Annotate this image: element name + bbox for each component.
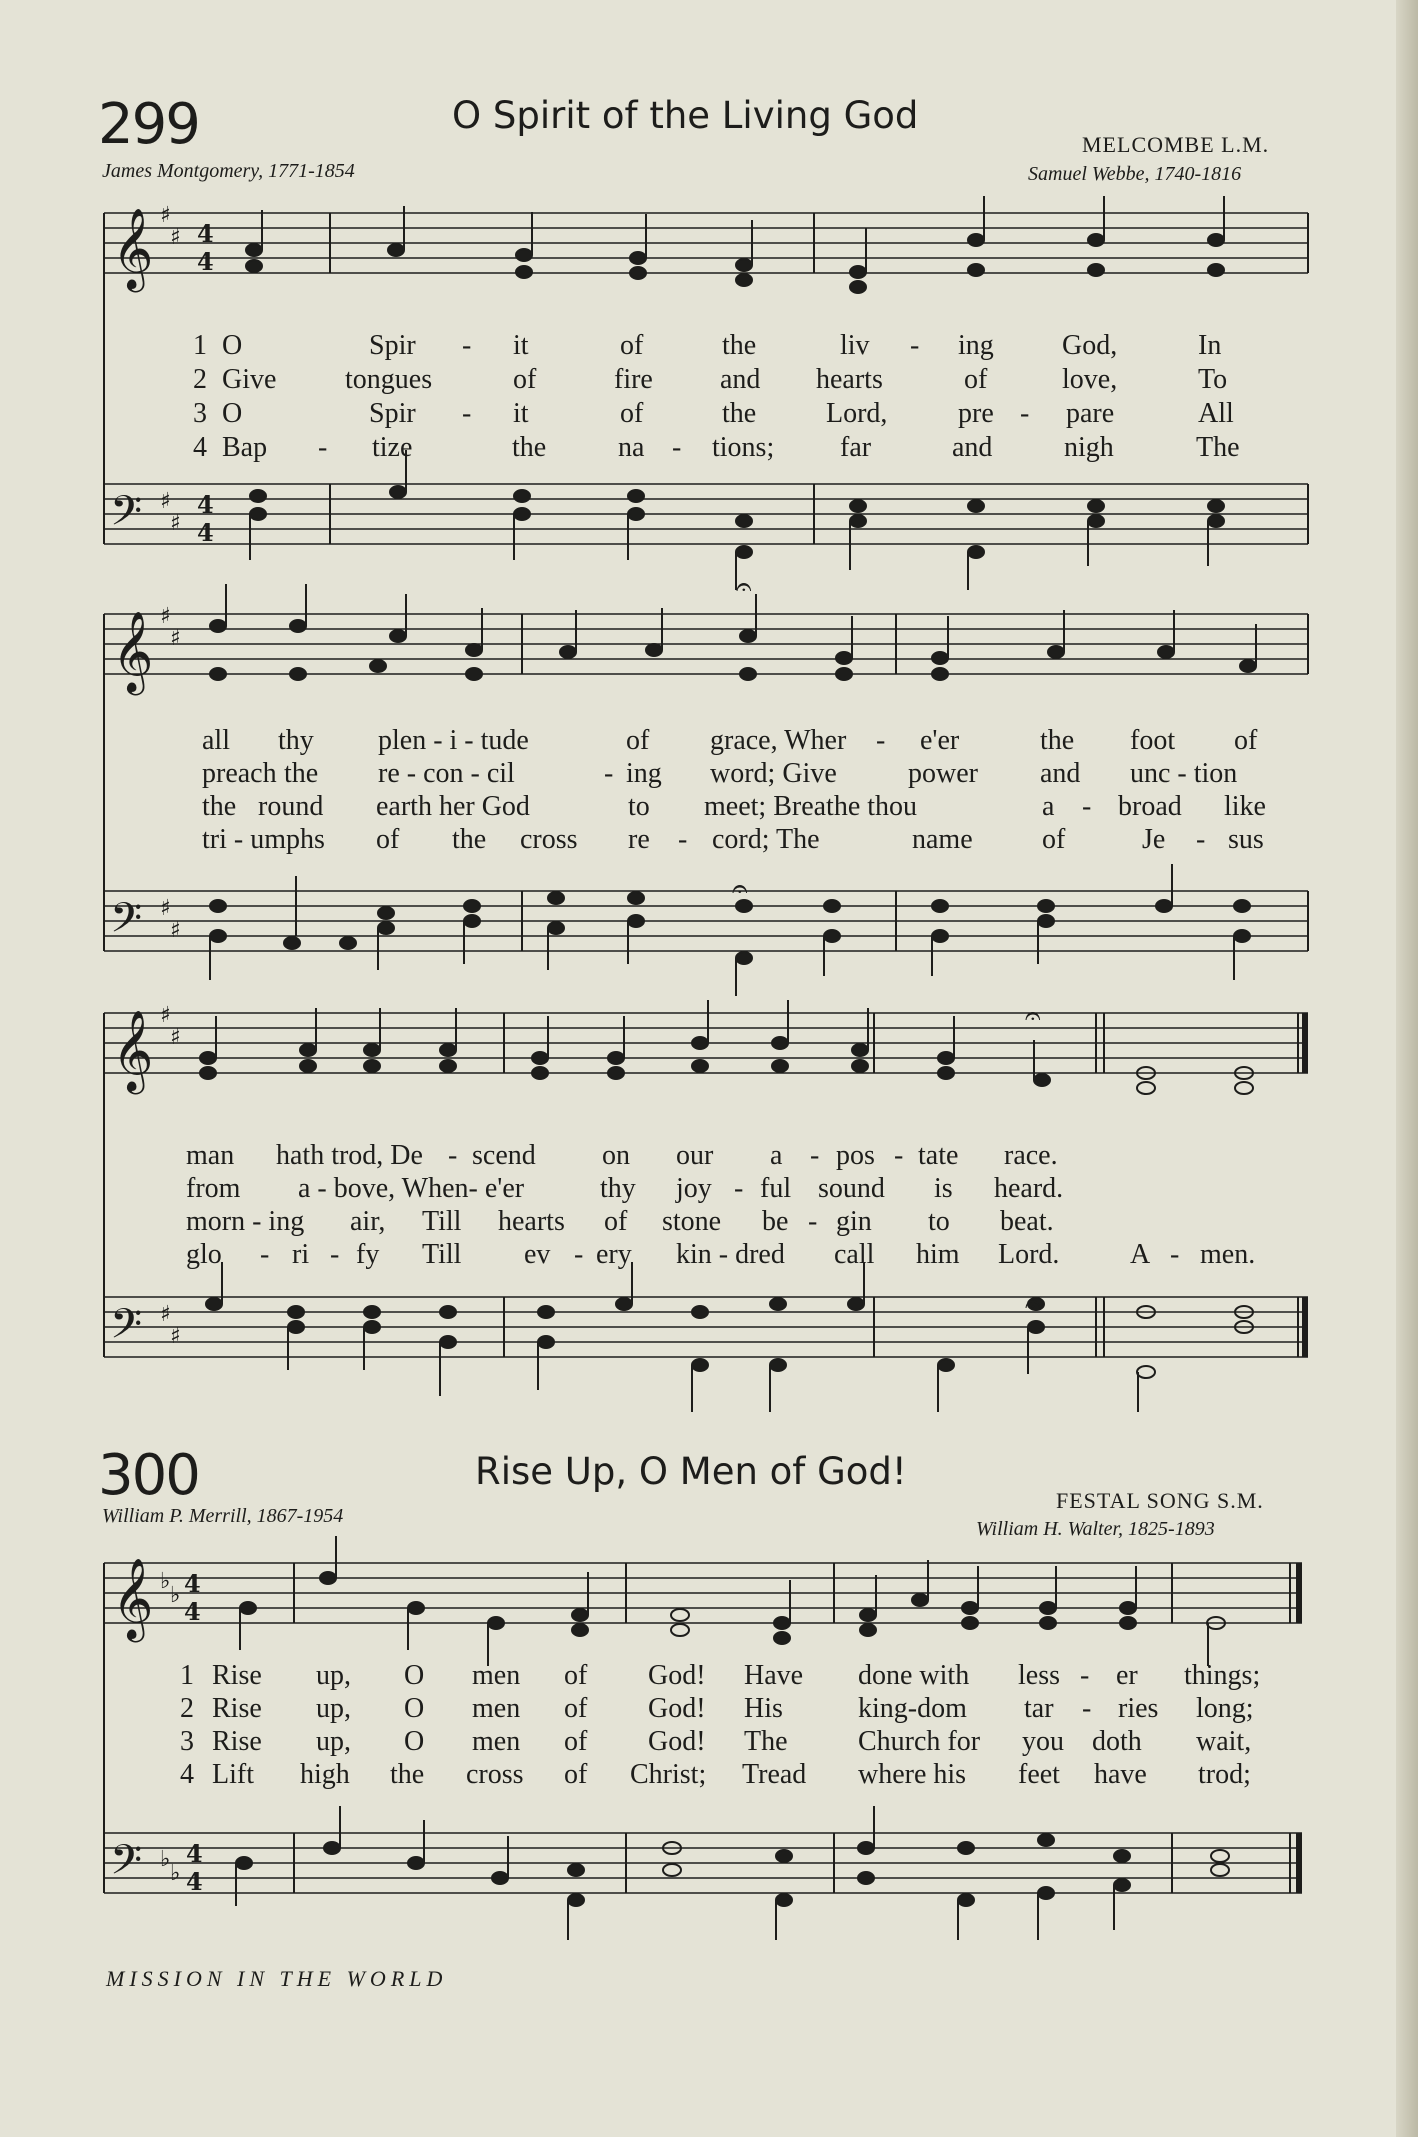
lyric: of [604,1206,628,1237]
lyric: fy [356,1239,380,1270]
lyric: e'er [920,725,960,756]
lyric: - [462,398,472,429]
flat-icon: ♭ [160,1847,171,1872]
treble-clef-icon: 𝄞 [112,1009,154,1091]
lyric: doth [1092,1726,1142,1757]
lyric: nigh [1064,432,1114,463]
sharp-icon: ♯ [160,489,171,514]
lyric: and [952,432,993,463]
sharp-icon: ♯ [170,918,181,943]
lyric: of [1234,725,1258,756]
time-signature: 4 [197,518,214,547]
lyric: unc - tion [1130,758,1238,789]
lyric: of [964,364,988,395]
lyric: air, [350,1206,386,1237]
sharp-icon: ♯ [160,896,171,921]
lyric: tize [372,432,413,463]
lyric: word; Give [710,758,837,789]
lyric: and [720,364,761,395]
lyric: of [620,398,644,429]
lyric: our [676,1140,714,1171]
lyric: tate [918,1140,959,1171]
lyric: ing [958,330,994,361]
sharp-icon: ♯ [160,1302,171,1327]
time-signature: 4 [197,219,214,248]
lyric: all [202,725,230,756]
time-signature: 4 [186,1839,203,1868]
lyric: it [513,330,529,361]
flat-icon: ♭ [170,1861,181,1886]
composer: William H. Walter, 1825-1893 [976,1518,1215,1540]
lyric: - [318,432,328,463]
lyric: of [564,1726,588,1757]
lyric: O [222,330,243,361]
lyric: it [513,398,529,429]
lyric: of [626,725,650,756]
lyric: - [910,330,920,361]
lyric: glo [186,1239,222,1270]
lyric: - [604,758,614,789]
lyric: tongues [345,364,433,395]
lyric: love, [1062,364,1118,395]
lyric: far [840,432,872,463]
lyric: pare [1066,398,1115,429]
lyric: - [1170,1239,1180,1270]
verse-number: 1 [180,1660,194,1691]
time-signature: 4 [197,490,214,519]
lyric: kin - dred [676,1239,785,1270]
flat-icon: ♭ [160,1569,171,1594]
lyric: - [574,1239,584,1270]
verse-number: 2 [193,364,207,395]
lyric: - [462,330,472,361]
lyric: of [564,1693,588,1724]
lyric: broad [1118,791,1182,822]
lyric: cross [466,1759,524,1790]
lyric: preach [202,758,277,789]
lyric: Spir [369,398,416,429]
lyric: In [1198,330,1222,361]
lyric: done with [858,1660,970,1691]
sharp-icon: ♯ [170,626,181,651]
lyric: Lord. [998,1239,1060,1270]
lyric: pos [836,1140,875,1171]
fermata-icon: 𝄐 [1025,1287,1041,1320]
lyric: a [1042,791,1055,822]
lyric: up, [316,1726,351,1757]
lyric: the [722,330,757,361]
verse-number: 4 [180,1759,194,1790]
key-signatures [160,203,181,1886]
bass-clef-icon: 𝄢 [110,1836,143,1894]
lyric: His [744,1693,783,1724]
lyric: like [1224,791,1266,822]
verse-number: 3 [193,398,207,429]
lyric: of [376,824,400,855]
lyric: - [448,1140,458,1171]
lyric: ful [760,1173,792,1204]
verse-number: 4 [193,432,207,463]
lyric: the [1040,725,1075,756]
fermata-icon: 𝄐 [732,872,748,905]
bass-clef-icon: 𝄢 [110,1300,143,1358]
lyric: Lift [212,1759,254,1790]
lyric: sus [1228,824,1264,855]
sharp-icon: ♯ [170,1025,181,1050]
lyric: - [260,1239,270,1270]
lyric: the [390,1759,425,1790]
lyric: - [330,1239,340,1270]
lyric: The [744,1726,788,1757]
sharp-icon: ♯ [170,511,181,536]
lyric: ing [626,758,662,789]
lyric: Christ; [630,1759,707,1790]
lyric: race. [1004,1140,1058,1171]
lyric: is [934,1173,953,1204]
lyric: scend [472,1140,536,1171]
lyric: thy [278,725,314,756]
lyric: call [834,1239,875,1270]
lyric: God, [1062,330,1118,361]
staff-lines [104,213,1308,1893]
lyric: re [628,824,650,855]
lyric: gin [836,1206,872,1237]
lyric: Till [422,1239,462,1270]
lyric: re - con - cil [378,758,515,789]
lyric: up, [316,1660,351,1691]
lyric: fire [614,364,653,395]
lyric: tions; [712,432,775,463]
lyric: king-dom [858,1693,967,1724]
hymn-title: Rise Up, O Men of God! [475,1450,907,1493]
lyric: - [1020,398,1030,429]
fermata-icon: 𝄐 [736,570,752,603]
lyric: of [513,364,537,395]
lyric: sound [818,1173,885,1204]
lyric: the [722,398,757,429]
lyric: cord; The [712,824,820,855]
lyric: - [1082,791,1092,822]
lyric: - [808,1206,818,1237]
lyric: God! [648,1726,706,1757]
final-barlines [1296,1013,1308,1893]
lyric: - [672,432,682,463]
lyric: To [1198,364,1228,395]
lyric: Give [222,364,277,395]
lyric: wait, [1196,1726,1252,1757]
lyric: to [628,791,650,822]
hymn-number: 299 [98,92,199,157]
lyric: ries [1118,1693,1159,1724]
lyric: - [1082,1693,1092,1724]
barlines [104,213,1308,1893]
lyric: a - bove, When- e'er [298,1173,525,1204]
lyric: hearts [498,1206,565,1237]
lyric: na [618,432,645,463]
notes [200,196,1256,1940]
lyric: Je [1142,824,1166,855]
lyric: name [912,824,973,855]
time-signature: 4 [184,1569,201,1598]
lyric: beat. [1000,1206,1054,1237]
lyric: men [472,1726,521,1757]
lyric: plen - i - tude [378,725,529,756]
time-signature: 4 [186,1867,203,1896]
lyric: Rise [212,1660,262,1691]
lyric: trod; [1198,1759,1251,1790]
lyric: meet; Breathe thou [704,791,918,822]
lyric: Rise [212,1693,262,1724]
lyric: - [810,1140,820,1171]
verse-number: 3 [180,1726,194,1757]
lyric: of [620,330,644,361]
lyric: the [284,758,319,789]
lyric: - [678,824,688,855]
lyric: Spir [369,330,416,361]
time-signature: 4 [197,247,214,276]
lyric: man [186,1140,235,1171]
lyric: foot [1130,725,1176,756]
lyric: men [472,1660,521,1691]
lyric: long; [1196,1693,1254,1724]
fermata-icon: 𝄐 [1025,999,1041,1032]
lyric: from [186,1173,241,1204]
lyric: of [564,1660,588,1691]
lyric: earth her God [376,791,530,822]
lyric: him [916,1239,960,1270]
fermatas [732,570,1041,1320]
lyric: round [258,791,324,822]
lyric: - [1080,1660,1090,1691]
lyric: Church for [858,1726,981,1757]
lyric: All [1198,398,1234,429]
lyric: men [472,1693,521,1724]
lyric: hearts [816,364,883,395]
lyric: er [1116,1660,1138,1691]
lyric: Lord, [826,398,888,429]
clefs [110,207,153,1894]
lyric: morn - ing [186,1206,305,1237]
lyric: thy [600,1173,636,1204]
lyric: ri [292,1239,310,1270]
lyric: Tread [742,1759,807,1790]
bass-clef-icon: 𝄢 [110,487,143,545]
lyric: the [512,432,547,463]
lyric: stone [662,1206,722,1237]
lyric: Rise [212,1726,262,1757]
treble-clef-icon: 𝄞 [112,207,154,289]
lyric: Have [744,1660,804,1691]
lyric: to [928,1206,950,1237]
sharp-icon: ♯ [170,1324,181,1349]
verse-number: 2 [180,1693,194,1724]
lyric: on [602,1140,630,1171]
lyric: be [762,1206,789,1237]
lyric: have [1094,1759,1147,1790]
lyric: O [404,1660,425,1691]
time-signature: 4 [184,1597,201,1626]
lyric: tar [1024,1693,1054,1724]
treble-clef-icon: 𝄞 [112,1557,154,1639]
lyric: feet [1018,1759,1060,1790]
lyric: tri - umphs [202,824,325,855]
lyric: you [1022,1726,1064,1757]
lyric: liv [840,330,870,361]
lyric: where his [858,1759,967,1790]
lyric: O [404,1726,425,1757]
flat-icon: ♭ [170,1583,181,1608]
hymn-number: 300 [98,1443,199,1508]
bass-clef-icon: 𝄢 [110,894,143,952]
lyric: power [908,758,978,789]
lyric: - [876,725,886,756]
lyric: of [1042,824,1066,855]
verse-number: 1 [193,330,207,361]
section-footer: MISSION IN THE WORLD [106,1966,448,1991]
lyric: joy [676,1173,712,1204]
composer: Samuel Webbe, 1740-1816 [1028,163,1242,185]
author: James Montgomery, 1771-1854 [102,160,355,182]
hymn-title: O Spirit of the Living God [452,94,919,137]
lyric: - [1196,824,1206,855]
lyric: God! [648,1660,706,1691]
lyric: Bap [222,432,268,463]
lyric: grace, Wher [710,725,847,756]
treble-clef-icon: 𝄞 [112,610,154,692]
lyric: hath trod, De [276,1140,423,1171]
lyric: ery [596,1239,632,1270]
lyric: O [222,398,243,429]
lyric: things; [1184,1660,1261,1691]
lyric: O [404,1693,425,1724]
lyric: ev [524,1239,551,1270]
lyric: heard. [994,1173,1064,1204]
tune-name: MELCOMBE L.M. [1082,132,1270,157]
lyric: up, [316,1693,351,1724]
lyric: - [734,1173,744,1204]
lyric: Till [422,1206,462,1237]
lyric: high [300,1759,350,1790]
lyric: men. [1200,1239,1256,1270]
lyric: The [1196,432,1240,463]
lyric: God! [648,1693,706,1724]
sharp-icon: ♯ [160,604,171,629]
sharp-icon: ♯ [160,1003,171,1028]
sharp-icon: ♯ [170,225,181,250]
lyric: less [1018,1660,1060,1691]
sharp-icon: ♯ [160,203,171,228]
author: William P. Merrill, 1867-1954 [102,1505,344,1527]
lyric: cross [520,824,578,855]
lyric: of [564,1759,588,1790]
lyric: A [1130,1239,1151,1270]
tune-name: FESTAL SONG S.M. [1056,1488,1264,1513]
lyric: the [452,824,487,855]
lyric: - [894,1140,904,1171]
lyric: and [1040,758,1081,789]
lyric: the [202,791,237,822]
lyric: pre [958,398,994,429]
lyric: a [770,1140,783,1171]
